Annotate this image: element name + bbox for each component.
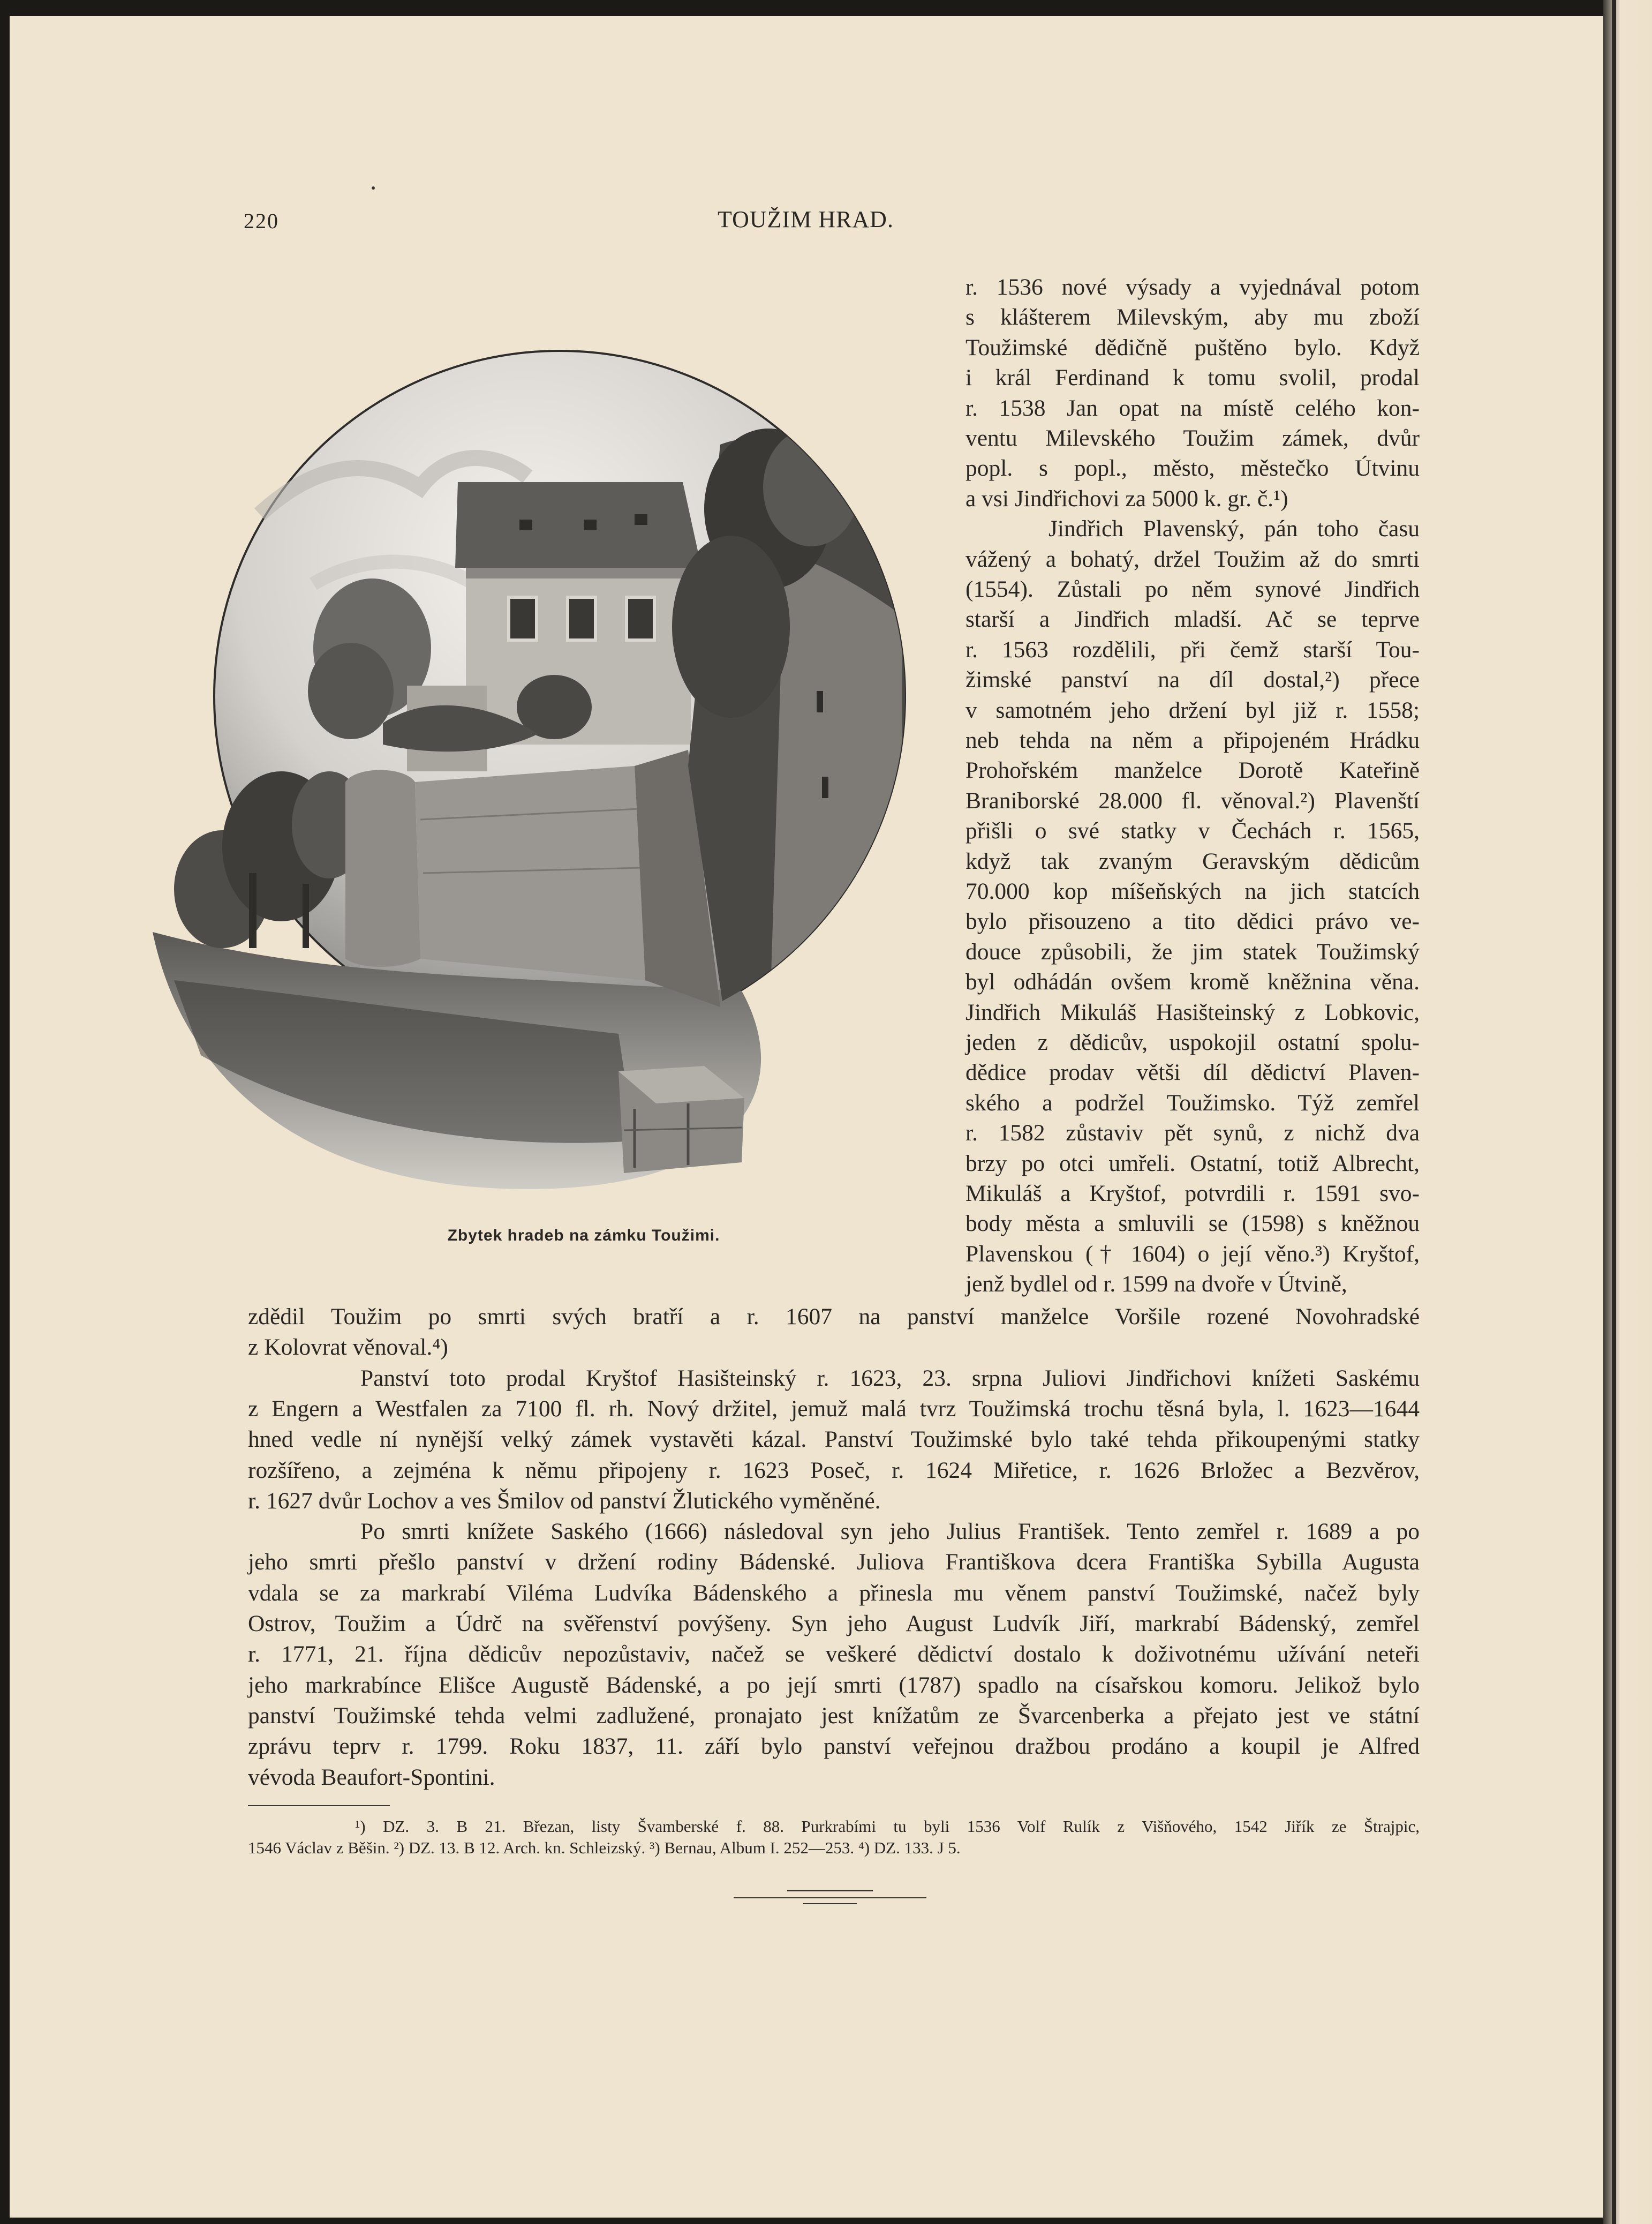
text-line: Braniborské 28.000 fl. věnoval.²) Plavenští <box>965 787 1420 814</box>
text-line: ského a podržel Toužimsko. Týž zemřel <box>965 1090 1420 1116</box>
text-line: vdala se za markrabí Viléma Ludvíka Bádenského a přinesla mu věnem panství Toužimské, načež byly <box>248 1580 1420 1606</box>
text-line: Ostrov, Toužim a Údrč na svěřenství povýšeny. Syn jeho August Ludvík Jiří, markrabí Bádenský, zemřel <box>248 1611 1420 1636</box>
text-line: r. 1563 rozdělili, při čemž starší Tou- <box>965 636 1420 663</box>
text-line: brzy po otci umřeli. Ostatní, totiž Albrecht, <box>965 1150 1420 1176</box>
castle-wall-illustration <box>153 284 924 1189</box>
page-edge <box>1603 0 1652 2224</box>
text-line: Jindřich Plavenský, pán toho času <box>1048 516 1420 542</box>
text-line: Po smrti knížete Saského (1666) následoval syn jeho Julius František. Tento zemřel r. 1689 a po <box>360 1519 1420 1545</box>
text-line: panství Toužimské tehda velmi zadlužené, pronajato jest knížatům ze Švarcenberka a přejato jest ve státní <box>248 1702 1420 1729</box>
text-line: i král Ferdinand k tomu svolil, prodal <box>965 365 1420 391</box>
text-line: neb tehda na něm a připojeném Hrádku <box>965 727 1420 753</box>
running-title: TOUŽIM HRAD. <box>718 206 894 232</box>
text-line: byl odhádán ovšem kromě kněžnina věna. <box>965 969 1420 995</box>
text-line: douce způsobili, že jim statek Toužimský <box>965 938 1420 965</box>
text-line: a vsi Jindřichovi za 5000 k. gr. č.¹) <box>965 485 1288 512</box>
end-ornament-bottom <box>803 1903 857 1904</box>
text-line: r. 1536 nové výsady a vyjednával potom <box>965 274 1420 300</box>
end-ornament-middle <box>734 1897 926 1898</box>
text-line: r. 1538 Jan opat na místě celého kon- <box>965 395 1420 421</box>
text-line: r. 1582 zůstaviv pět synů, z nichž dva <box>965 1120 1420 1146</box>
text-line: popl. s popl., město, městečko Útvinu <box>965 455 1420 482</box>
text-line: jeho smrti přešlo panství v držení rodiny Bádenské. Juliova Františkova dcera Františka Sybilla Augusta <box>248 1549 1420 1575</box>
end-ornament-top <box>787 1890 873 1891</box>
text-line: když tak zvaným Geravským dědicům <box>965 848 1420 874</box>
text-line: přišli o své statky v Čechách r. 1565, <box>965 818 1420 844</box>
ink-spot <box>372 186 375 190</box>
text-line: Panství toto prodal Kryštof Hasišteinský r. 1623, 23. srpna Juliovi Jindřichovi knížeti Saskému <box>360 1365 1420 1391</box>
text-line: 70.000 kop míšeňských na jich statcích <box>965 878 1420 904</box>
text-line: zdědil Toužim po smrti svých bratří a r. 1607 na panství manželce Voršile rozené Novohradské <box>248 1304 1420 1329</box>
text-line: body města a smluvili se (1598) s kněžnou <box>965 1211 1420 1237</box>
text-line: r. 1771, 21. října dědicův nepozůstaviv, načež se veškeré dědictví dostalo k doživotnému užívání neteři <box>248 1641 1420 1667</box>
text-line: zprávu teprv r. 1799. Roku 1837, 11. září bylo panství veřejnou dražbou prodáno a koupil je Alfred <box>248 1733 1420 1760</box>
text-line: hned vedle ní nynější velký zámek vystavěti kázal. Panství Toužimské bylo také tehda přikoupenými statky <box>248 1426 1420 1453</box>
text-line: (1554). Zůstali po něm synové Jindřich <box>965 576 1420 602</box>
text-line: rozšířeno, a zejména k němu připojeny r. 1623 Poseč, r. 1624 Miřetice, r. 1626 Brložec a Bezvěrov, <box>248 1457 1420 1483</box>
text-line: jeho markrabínce Elišce Augustě Bádenské, a po její smrti (1787) spadlo na císařskou komoru. Jelikož bylo <box>248 1672 1420 1698</box>
footnote-rule <box>248 1805 390 1806</box>
binding-shadow <box>1612 0 1616 2224</box>
text-line: Prohořském manželce Dorotě Kateřině <box>965 757 1420 784</box>
text-line: žimské panství na díl dostal,²) přece <box>965 667 1420 693</box>
text-line: z Kolovrat věnoval.⁴) <box>248 1334 448 1361</box>
text-line: ventu Milevského Toužim zámek, dvůr <box>965 425 1420 451</box>
text-line: starší a Jindřich mladší. Ač se teprve <box>965 606 1420 633</box>
footnote-line: 1546 Václav z Běšin. ²) DZ. 13. B 12. Arch. kn. Schleizský. ³) Bernau, Album I. 252—253. ⁴) DZ. 133. J 5. <box>248 1838 961 1857</box>
text-line: dědice prodav větši díl dědictví Plaven- <box>965 1060 1420 1086</box>
text-line: bylo přisouzeno a tito dědici právo ve- <box>965 908 1420 935</box>
text-line: r. 1627 dvůr Lochov a ves Šmilov od panství Žlutického vyměněné. <box>248 1487 881 1514</box>
text-line: jenž bydlel od r. 1599 na dvoře v Útvině, <box>965 1271 1347 1297</box>
page-number: 220 <box>244 209 279 233</box>
text-line: Plavenskou († 1604) o její věno.³) Kryštof, <box>965 1241 1420 1267</box>
text-line: v samotném jeho držení byl již r. 1558; <box>965 697 1420 723</box>
text-line: jeden z dědicův, uspokojil ostatní spolu- <box>965 1030 1420 1055</box>
text-line: z Engern a Westfalen za 7100 fl. rh. Nový držitel, jemuž malá tvrz Toužimská trochu těsná byla, l. 1623—1644 <box>248 1395 1420 1422</box>
text-line: Toužimské dědičně puštěno bylo. Když <box>965 334 1420 360</box>
text-line: vážený a bohatý, držel Toužim až do smrti <box>965 546 1420 572</box>
text-line: s klášterem Milevským, aby mu zboží <box>965 304 1420 330</box>
text-line: vévoda Beaufort-Spontini. <box>248 1764 495 1790</box>
text-line: Mikuláš a Kryštof, potvrdili r. 1591 svo- <box>965 1181 1420 1206</box>
footnote-line: ¹) DZ. 3. B 21. Březan, listy Švamberské f. 88. Purkrabími tu byli 1536 Volf Rulík z Višňového, 1542 Jiřík ze Štrajpic, <box>355 1817 1420 1836</box>
text-line: Jindřich Mikuláš Hasišteinský z Lobkovic, <box>965 999 1420 1025</box>
figure-caption: Zbytek hradeb na zámku Toužimi. <box>447 1227 720 1244</box>
